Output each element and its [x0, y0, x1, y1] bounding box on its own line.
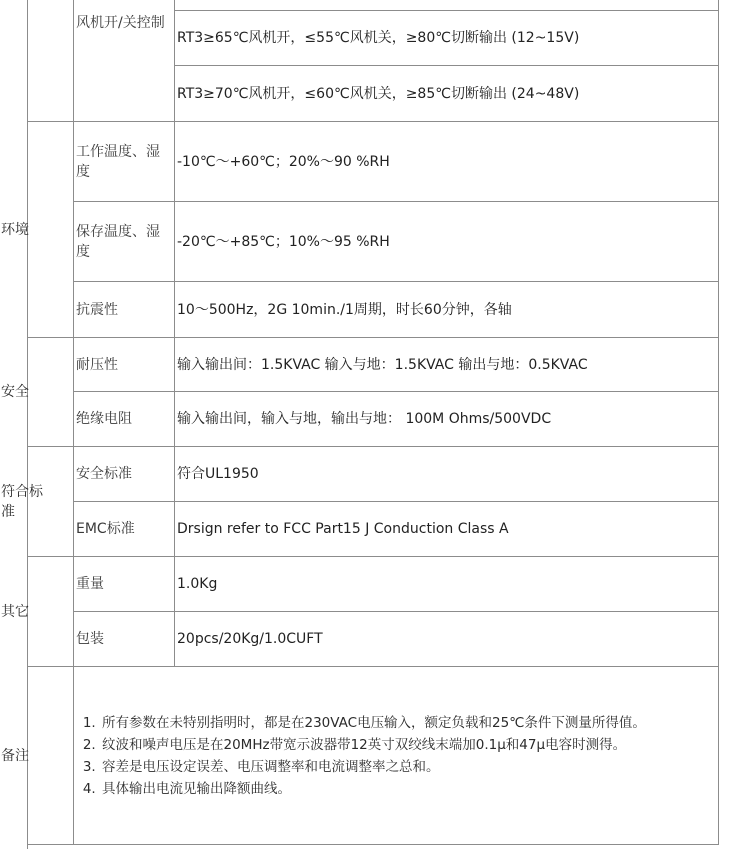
- insulation-label: 绝缘电阻: [74, 392, 175, 447]
- weight-value: 1.0Kg: [175, 557, 719, 612]
- package-label: 包装: [74, 612, 175, 667]
- weight-label: 重量: [74, 557, 175, 612]
- notes-list: [82, 712, 708, 800]
- safety-category: 安全: [28, 338, 74, 447]
- env-category: 环境: [28, 122, 74, 338]
- table-row: [28, 202, 719, 282]
- table-row: [28, 392, 719, 447]
- table-row: [28, 557, 719, 612]
- standard-category: 符合标准: [28, 447, 74, 557]
- note-item: 2. 纹波和噪声电压是在20MHz带宽示波器带12英寸双绞线末端加0.1μ和47μ电容时测得。: [100, 734, 708, 756]
- table-row: [28, 282, 719, 338]
- storage-value: -20℃～+85℃；10%～95 %RH: [175, 202, 719, 282]
- vibration-label: 抗震性: [74, 282, 175, 338]
- emc-value: Drsign refer to FCC Part15 J Conduction Class A: [175, 502, 719, 557]
- top-partial-cell: [175, 0, 719, 11]
- table-row: [28, 0, 719, 11]
- storage-label: 保存温度、湿度: [74, 202, 175, 282]
- other-category: 其它: [28, 557, 74, 667]
- table-row: [28, 122, 719, 202]
- emc-label: EMC标准: [74, 502, 175, 557]
- op-temp-value: -10℃～+60℃；20%～90 %RH: [175, 122, 719, 202]
- package-value: 20pcs/20Kg/1.0CUFT: [175, 612, 719, 667]
- vibration-value: 10～500Hz，2G 10min./1周期，时长60分钟，各轴: [175, 282, 719, 338]
- table-row: [28, 447, 719, 502]
- withstand-label: 耐压性: [74, 338, 175, 392]
- op-temp-label: 工作温度、湿度: [74, 122, 175, 202]
- fan-value-1: RT3≥65℃风机开，≤55℃风机关，≥80℃切断输出 (12~15V): [175, 11, 719, 66]
- insulation-value: 输入输出间，输入与地，输出与地： 100M Ohms/500VDC: [175, 392, 719, 447]
- fan-category-cell: [28, 0, 74, 122]
- table-row: [28, 502, 719, 557]
- notes-cell: [74, 667, 719, 845]
- table-row: [28, 667, 719, 845]
- note-item: 4. 具体输出电流见输出降额曲线。: [100, 778, 708, 800]
- fan-value-2: RT3≥70℃风机开，≤60℃风机关，≥85℃切断输出 (24~48V): [175, 66, 719, 122]
- safety-std-value: 符合UL1950: [175, 447, 719, 502]
- spec-table: [1, 0, 719, 845]
- safety-std-label: 安全标准: [74, 447, 175, 502]
- withstand-value: 输入输出间：1.5KVAC 输入与地：1.5KVAC 输出与地：0.5KVAC: [175, 338, 719, 392]
- note-item: 1. 所有参数在未特别指明时，都是在230VAC电压输入，额定负载和25℃条件下测量所得值。: [100, 712, 708, 734]
- notes-category: 备注: [28, 667, 74, 845]
- table-row: [28, 612, 719, 667]
- note-item: 3. 容差是电压设定误差、电压调整率和电流调整率之总和。: [100, 756, 708, 778]
- table-row: [28, 338, 719, 392]
- fan-control-label: 风机开/关控制: [74, 0, 175, 122]
